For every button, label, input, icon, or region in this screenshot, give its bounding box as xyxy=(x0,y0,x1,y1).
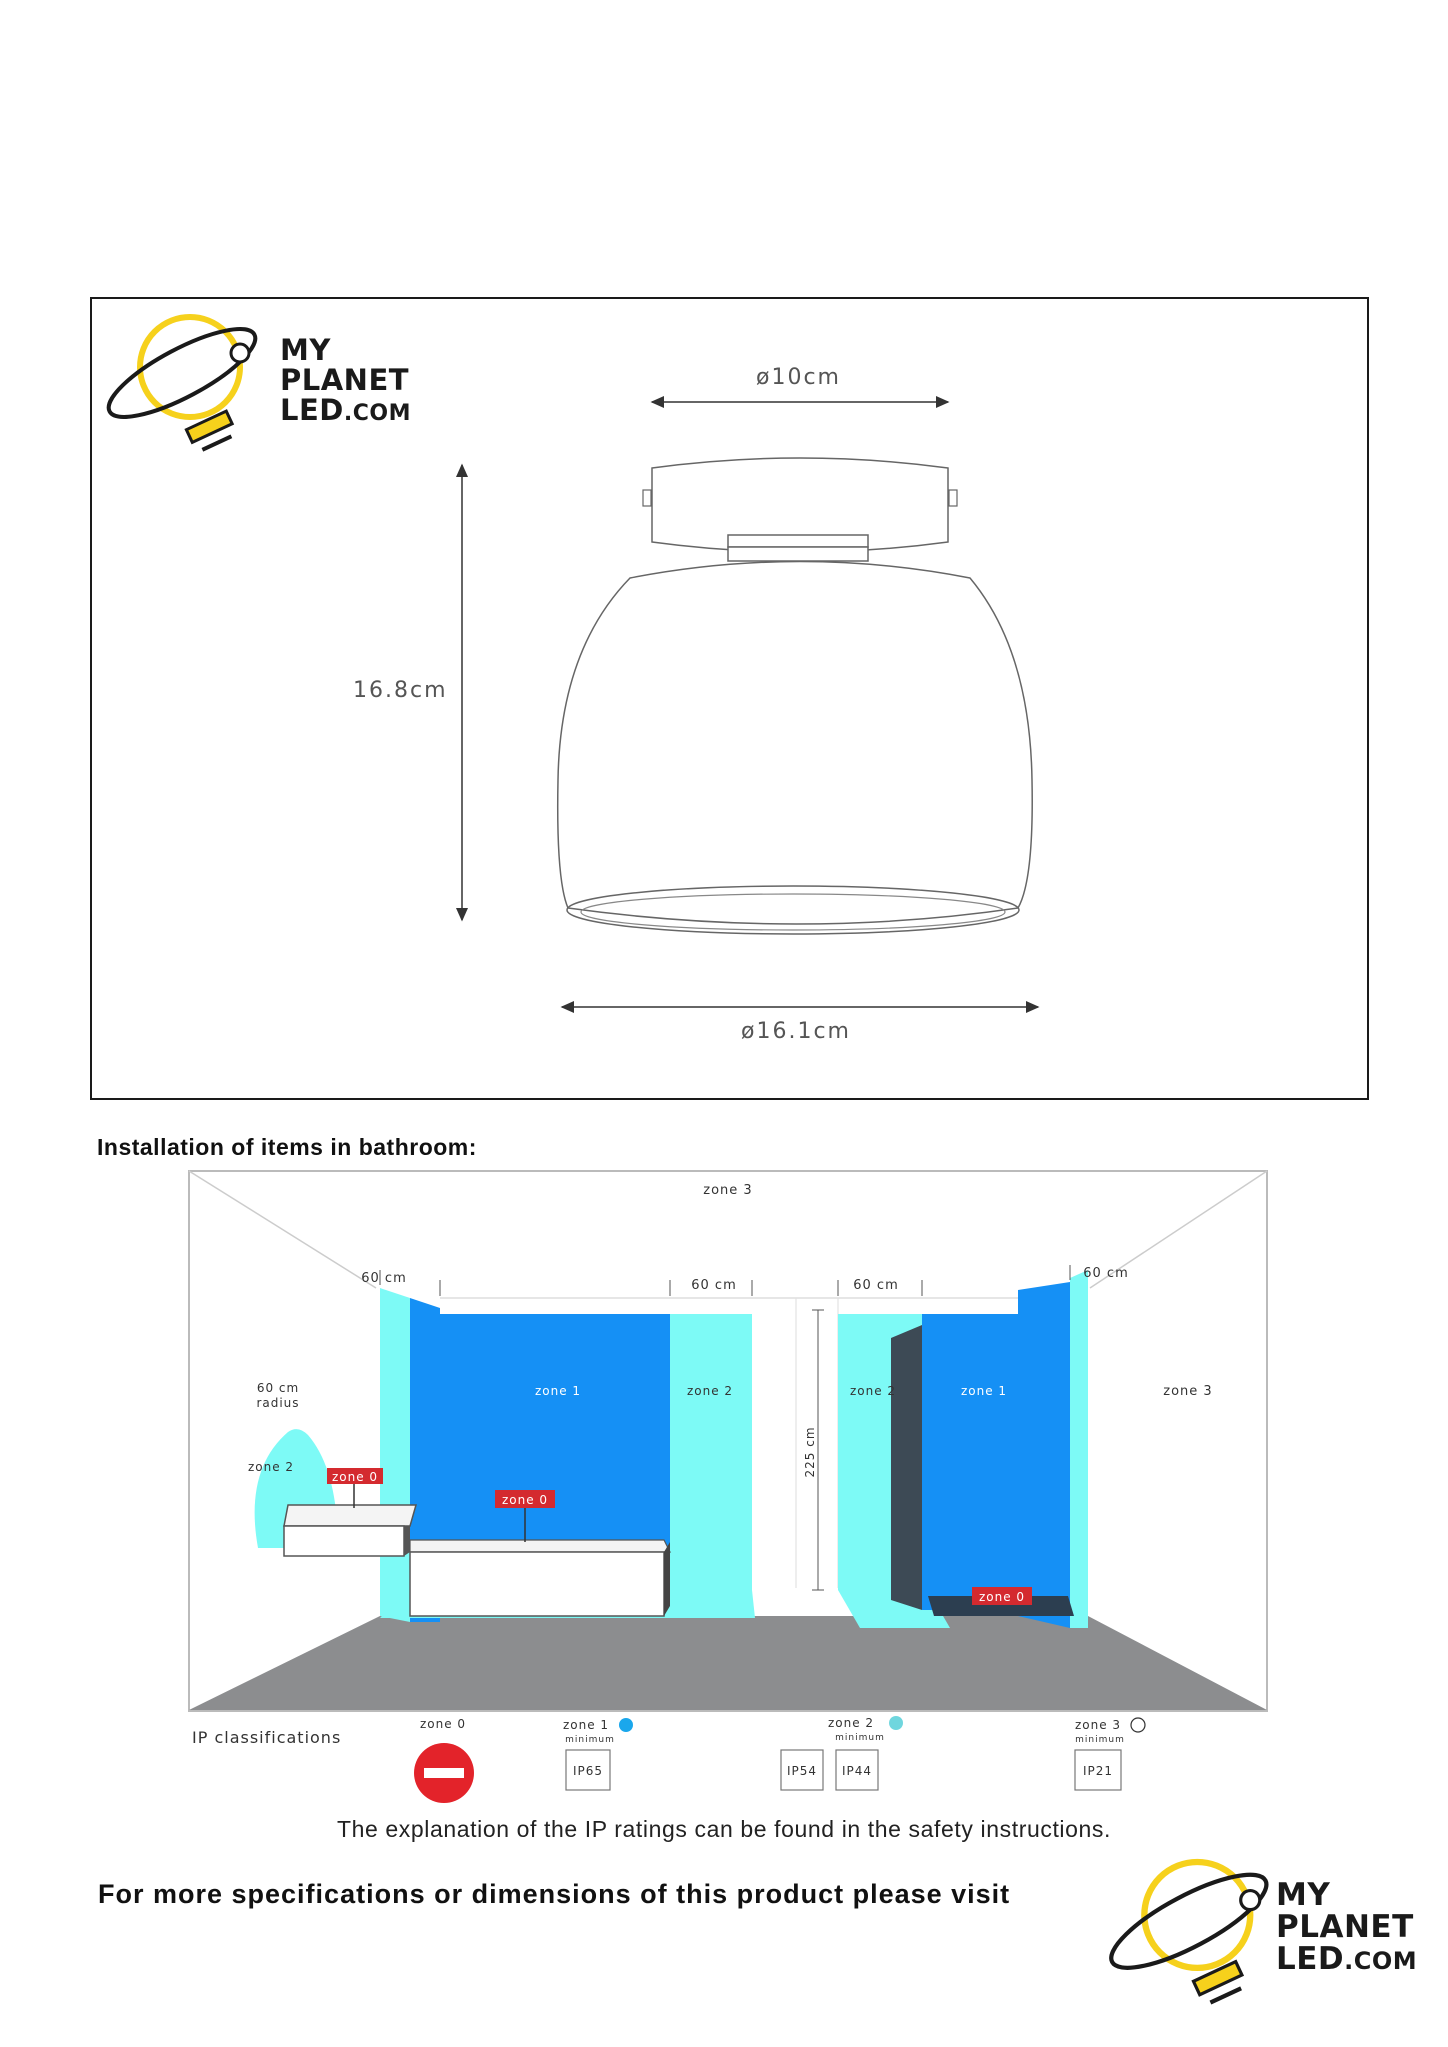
left-wall-zone2 xyxy=(380,1288,410,1622)
zone2-minimum: minimum xyxy=(835,1733,885,1743)
zone3-color-dot xyxy=(1131,1718,1145,1732)
top-diameter-label: ø10cm xyxy=(756,365,841,390)
zone1-color-dot xyxy=(619,1718,633,1732)
bottom-brand-com: .COM xyxy=(1344,1947,1418,1975)
bottom-brand-word-planet[interactable]: PLANET xyxy=(1276,1909,1414,1945)
ip-classifications-title: IP classifications xyxy=(192,1728,342,1747)
bottom-brand-led: LED xyxy=(1276,1941,1345,1977)
height-label: 16.8cm xyxy=(353,678,448,703)
shower-zone1-area xyxy=(922,1314,1018,1610)
ip-explanation-note: The explanation of the IP ratings can be found in the safety instructions. xyxy=(336,1816,1112,1842)
zone0-bath-label: zone 0 xyxy=(501,1493,549,1507)
height-225-label: 225 cm xyxy=(803,1426,817,1478)
brand-word-planet: PLANET xyxy=(280,363,410,397)
bottom-brand-word-led[interactable] xyxy=(1276,1941,1418,1977)
lamp-technical-drawing xyxy=(330,360,1090,1080)
brand-word-my: MY xyxy=(280,333,331,367)
canopy-screw-right xyxy=(949,490,957,506)
bathtub-top xyxy=(410,1540,670,1552)
zone2-color-dot xyxy=(889,1716,903,1730)
brand-logo-icon xyxy=(100,305,270,465)
bathroom-section-heading: Installation of items in bathroom: xyxy=(97,1134,477,1160)
ip21-label: IP21 xyxy=(1082,1764,1114,1778)
ip44-label: IP44 xyxy=(841,1764,873,1778)
measure-60-mid-left: 60 cm xyxy=(691,1278,737,1293)
shower-glass-panel xyxy=(891,1325,922,1610)
ip-zone2-label: zone 2 xyxy=(827,1716,875,1730)
measure-60-mid-right: 60 cm xyxy=(853,1278,899,1293)
bottom-brand-word-my[interactable]: MY xyxy=(1276,1877,1331,1913)
ip-zone0-label: zone 0 xyxy=(419,1717,467,1731)
radius-label-line2: radius xyxy=(256,1396,300,1410)
lamp-glass-shade xyxy=(558,562,1033,925)
bottom-diameter-label: ø16.1cm xyxy=(741,1019,851,1044)
bathroom-zones-diagram xyxy=(188,1170,1270,1810)
zone3-minimum: minimum xyxy=(1075,1735,1125,1745)
canopy-screw-left xyxy=(643,490,651,506)
zone1-minimum: minimum xyxy=(565,1735,615,1745)
brand-logo-bottom-icon[interactable] xyxy=(1102,1848,1282,2020)
zone1-shower-label: zone 1 xyxy=(960,1384,1008,1398)
ip-zone3-label: zone 3 xyxy=(1074,1718,1122,1732)
ip-zone1-label: zone 1 xyxy=(562,1718,610,1732)
measure-60-left: 60 cm xyxy=(361,1271,407,1286)
zone0-shower-label: zone 0 xyxy=(978,1590,1026,1604)
measure-60-right: 60 cm xyxy=(1083,1266,1129,1281)
zone3-right-label: zone 3 xyxy=(1163,1384,1213,1399)
brand-com: .COM xyxy=(343,401,411,426)
zone1-bath-label: zone 1 xyxy=(534,1384,582,1398)
lamp-socket-top xyxy=(728,535,868,547)
brand-led: LED xyxy=(280,393,344,427)
zone0-sink-label: zone 0 xyxy=(331,1470,379,1484)
zone3-top-label: zone 3 xyxy=(703,1183,753,1198)
bath-zone2-area xyxy=(670,1314,752,1594)
ip54-label: IP54 xyxy=(786,1764,818,1778)
bathtub-front xyxy=(410,1552,664,1616)
zone2-shower-label: zone 2 xyxy=(849,1384,897,1398)
sink-top xyxy=(284,1505,416,1526)
radius-label-line1: 60 cm xyxy=(256,1381,300,1395)
ip65-label: IP65 xyxy=(572,1764,604,1778)
zone2-sink-label: zone 2 xyxy=(247,1460,295,1474)
sink-front xyxy=(284,1526,404,1556)
visit-text: For more specifications or dimensions of this product please visit xyxy=(98,1879,1011,1909)
lamp-socket-bottom xyxy=(728,547,868,561)
zone2-bath-label: zone 2 xyxy=(686,1384,734,1398)
